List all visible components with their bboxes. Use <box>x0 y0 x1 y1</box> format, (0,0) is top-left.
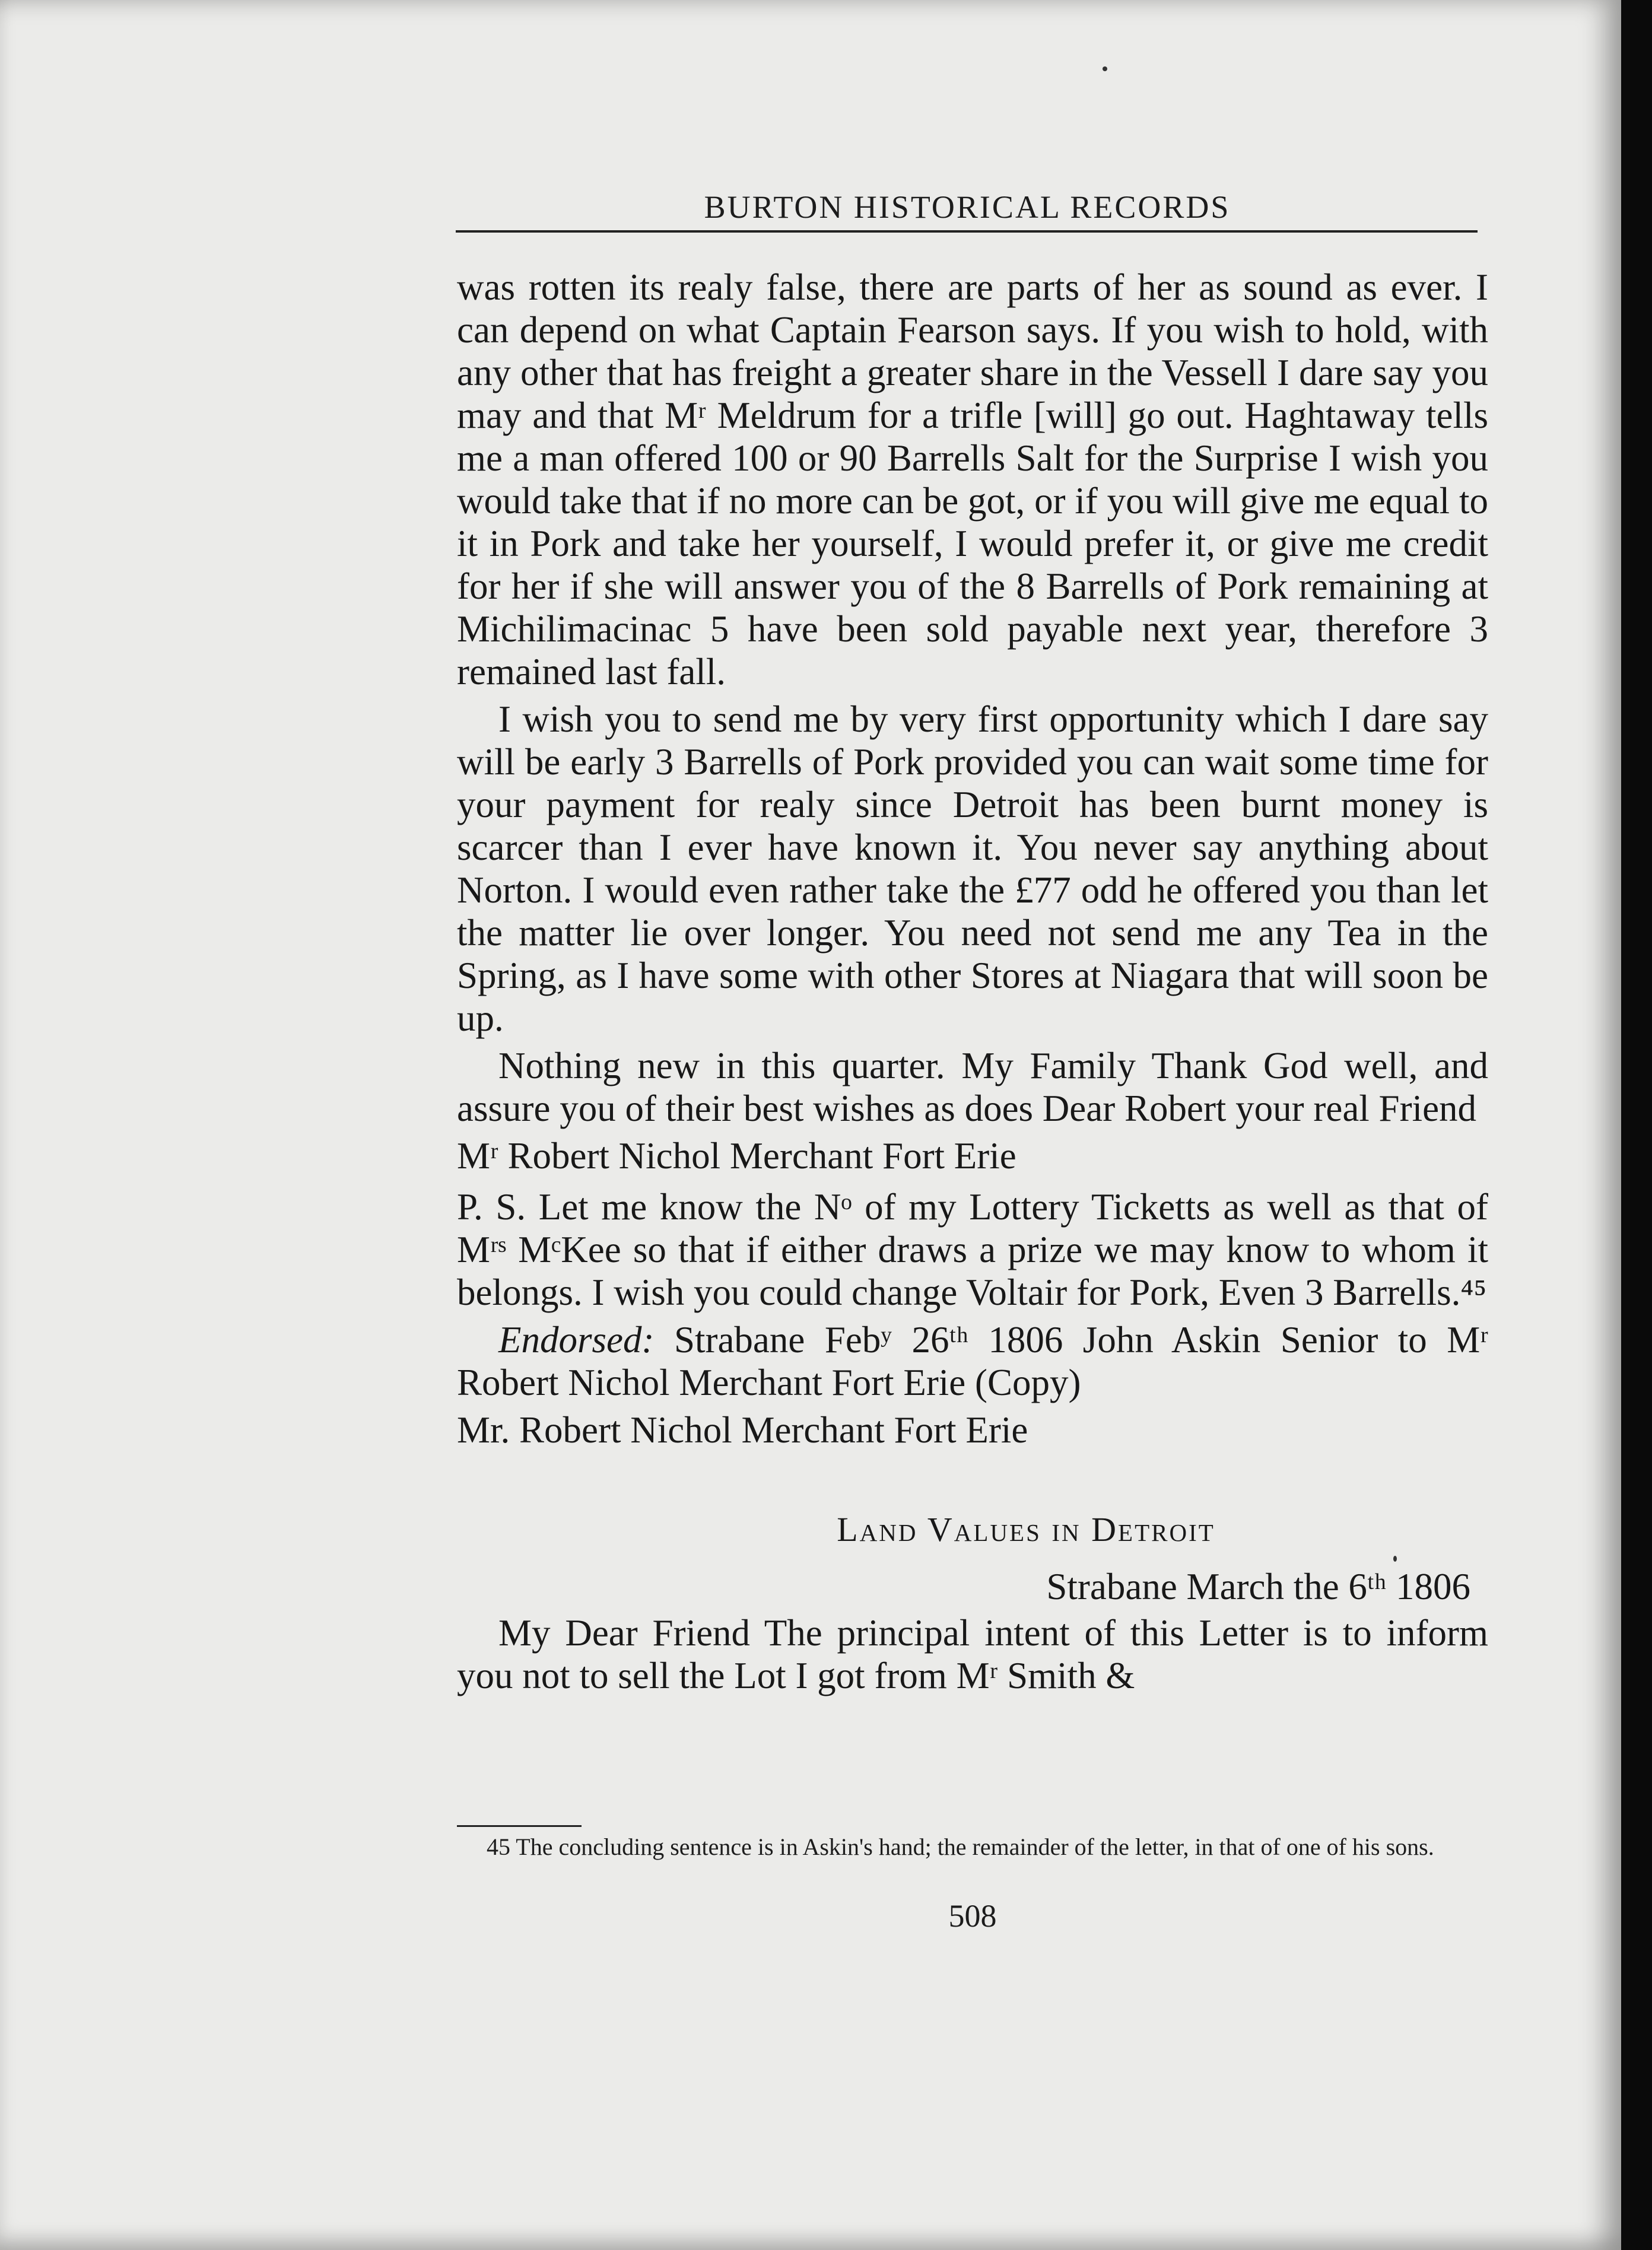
section-heading: Land Values in Detroit <box>837 1510 1215 1549</box>
page-number: 508 <box>948 1898 997 1934</box>
letter-paragraph-1: was rotten its realy false, there are parts of her as sound as ever. I can depend on what Captain Fearson says. If you wish to hold, with any other that has freight a greater share in the Vessell I dare say you may and that Mʳ Meldrum for a trifle [will] go out. Haghtaway tells me a man offered 100 or 90 Barrells Salt for the Surprise I wish you would take that if no more can be got, or if you will give me equal to it in Pork and take her yourself, I would prefer it, or give me credit for her if she will answer you of the 8 Barrells of Pork remaining at Michilimacinac 5 have been sold payable next year, therefore 3 remained last fall. <box>457 266 1488 692</box>
letter-address-2: Mr. Robert Nichol Merchant Fort Erie <box>457 1409 1028 1451</box>
scan-speck <box>1103 66 1107 71</box>
letter-paragraph-3: Nothing new in this quarter. My Family Thank God well, and assure you of their best wishes as does Dear Robert your real Friend <box>457 1045 1488 1129</box>
letter-paragraph-2: I wish you to send me by very first opportunity which I dare say will be early 3 Barrells of Pork provided you can wait some time for your payment for realy since Detroit has been burnt money is scarcer than I ever have known it. You never say anything about Norton. I would even rather take the £77 odd he offered you than let the matter lie over longer. You need not send me any Tea in the Spring, as I have some with other Stores at Niagara that will soon be up. <box>457 698 1488 1039</box>
footnote: 45 The concluding sentence is in Askin's hand; the remainder of the letter, in that of one of his sons. <box>487 1833 1434 1860</box>
letter-address: Mʳ Robert Nichol Merchant Fort Erie <box>457 1135 1016 1177</box>
endorsement <box>457 1318 1488 1404</box>
scan-edge-shadow <box>1621 0 1652 2250</box>
endorsed-label: Endorsed: <box>498 1319 655 1361</box>
footnote-rule <box>457 1825 582 1827</box>
body-text <box>457 266 1488 1702</box>
section-dateline: Strabane March the 6ᵗʰ 1806 <box>1046 1566 1470 1607</box>
scan-speck <box>1393 1556 1397 1562</box>
section-opening: My Dear Friend The principal intent of this Letter is to inform you not to sell the Lot I got from Mʳ Smith & <box>457 1612 1488 1696</box>
letter-postscript: P. S. Let me know the Nᵒ of my Lottery Ticketts as well as that of Mʳˢ MᶜKee so that if either draws a prize we may know to whom it belongs. I wish you could change Voltair for Pork, Even 3 Barrells.⁴⁵ <box>457 1186 1488 1313</box>
running-head: BURTON HISTORICAL RECORDS <box>704 189 1231 225</box>
header-rule <box>456 230 1478 233</box>
endorsed-text: Strabane Febʸ 26ᵗʰ 1806 John Askin Senior to Mʳ Robert Nichol Merchant Fort Erie (Copy) <box>457 1319 1488 1403</box>
